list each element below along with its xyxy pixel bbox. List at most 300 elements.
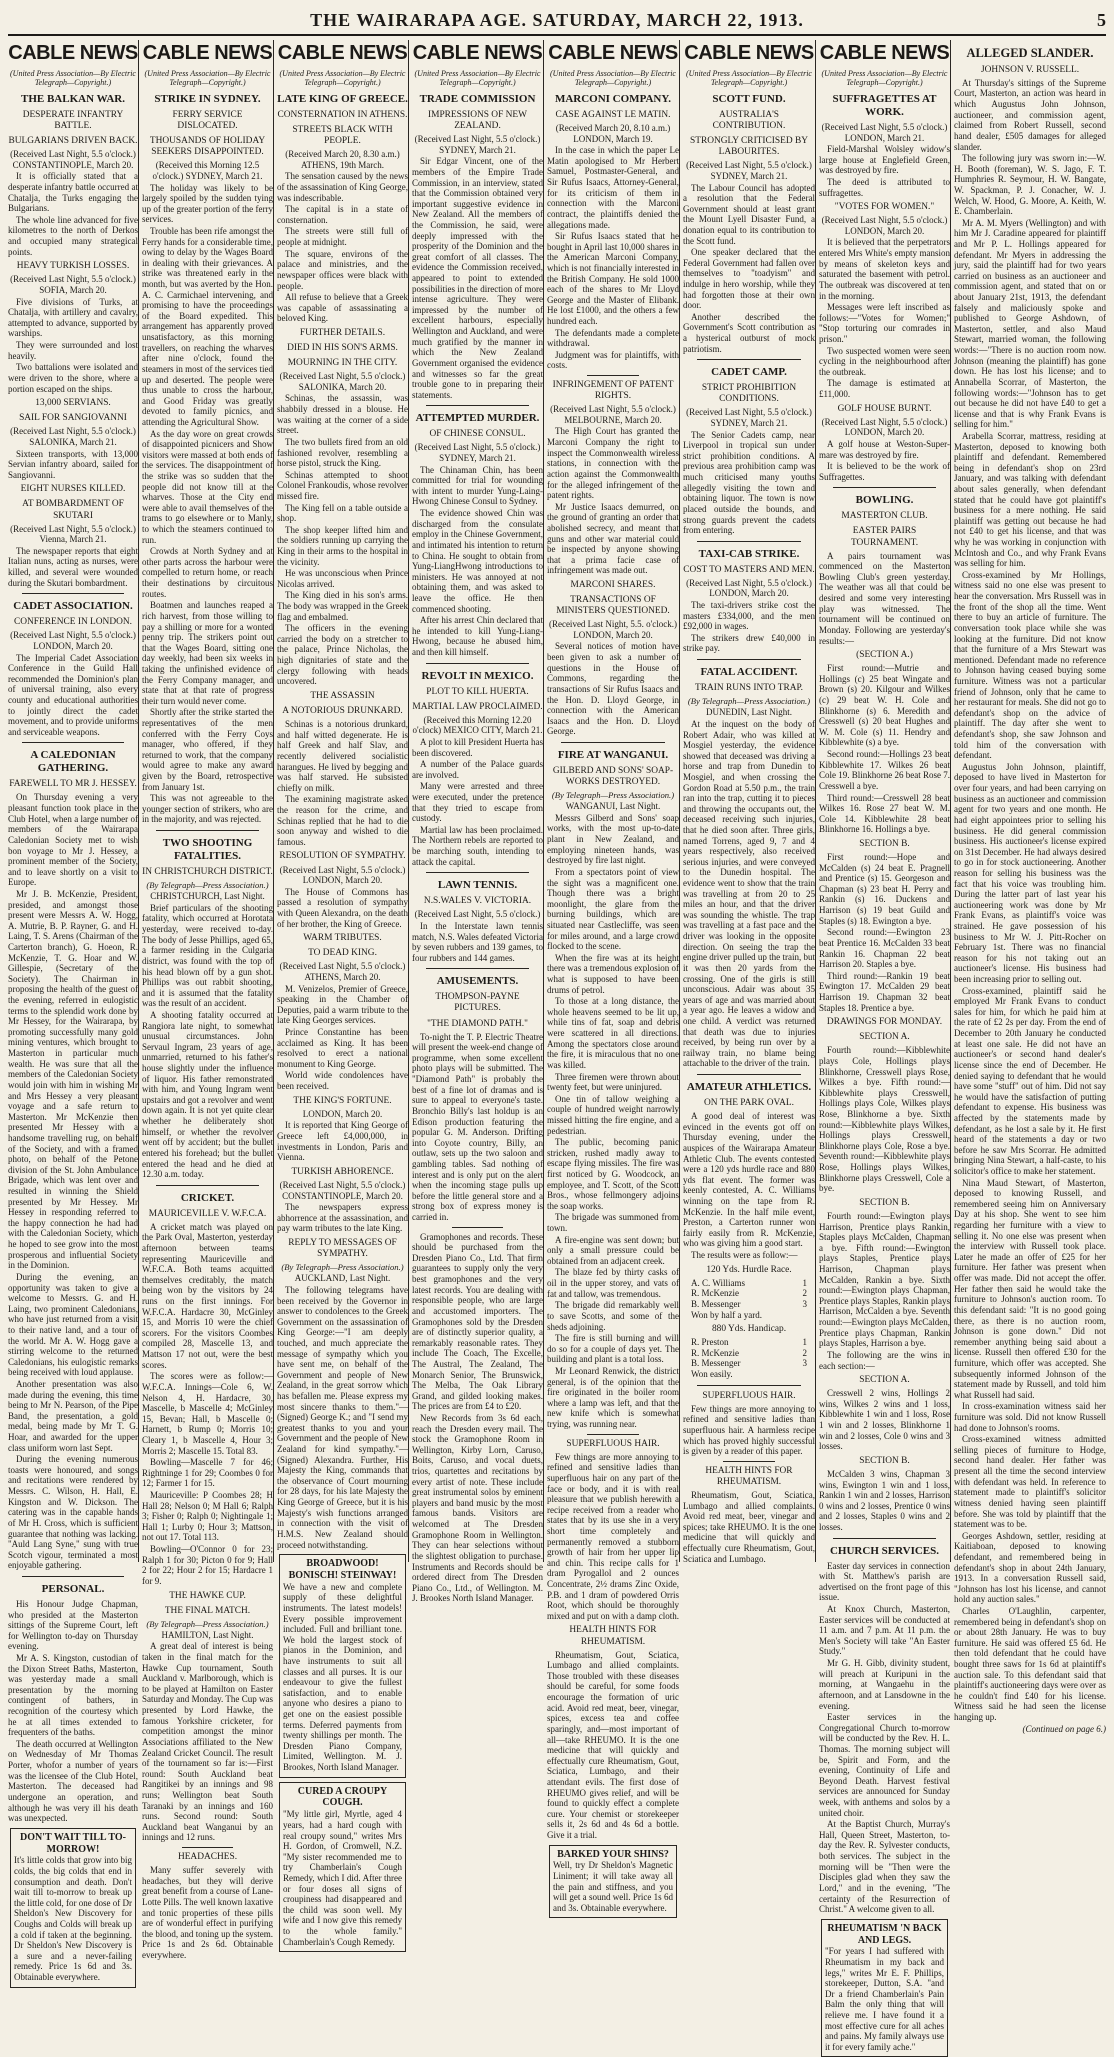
paragraph: The evidence showed Chin was discharged from the consulate employ in the Chinese Government, and intimated his intention to return to China. He sought to obtain from Yung-LiangHwong introductions to ministers. He was annoyed at not obtaining them, and was asked to leave the office. He then commenced shooting. <box>412 508 543 614</box>
subheading: HEALTH HINTS FOR RHEUMATISM. <box>705 1465 793 1487</box>
subheading: INFRINGEMENT OF PATENT RIGHTS. <box>552 380 674 402</box>
paragraph: They were surrounded and lost heavily. <box>8 340 138 361</box>
paragraph: In the Interstate lawn tennis match, N.S. Wales defeated Victoria by seven rubbers and 139 games, to four rubbers and 144 games. <box>412 920 543 963</box>
paragraph: The results were as follow:— <box>691 1249 798 1260</box>
subheading: DIED IN HIS SON'S ARMS. <box>287 343 398 354</box>
subheading: EIGHT NURSES KILLED. <box>20 484 126 495</box>
paragraph: One tin of tallow weighing a couple of hundred weight narrowly missed hitting the fire engine, and a pedestrian. <box>547 1093 679 1136</box>
paragraph: In the case in which the paper Le Matin apologised to Mr Herbert Samuel, Postmaster-General, and Sir Rufus Isaacs, Attorney-General, for its criticism of them in connection with the Marconi contract, the plaintiffs denied the allegations made. <box>547 145 679 230</box>
paragraph: Arabella Scorrar, mattress, residing at Masterton, deposed to knowing both plaintiff and defendant. Remembered being in defendant's shop on 23rd January, and was talking with defendant about sales generally, when defendant stated that he could have got plaintiff's business for a mere nothing. He said plaintiff was getting out because he had not £40 to get his license, and that was why he was working in conjunction with McIntosh and Co., and why Frank Evans was selling for him. <box>954 430 1106 569</box>
subheading: SECTION B. <box>859 1197 910 1208</box>
paragraph: The square, environs of the palace and ministries, and the newspaper offices were black with people. <box>277 248 408 291</box>
ad-heading: RHEUMATISM 'N BACK AND LEGS. <box>827 1922 942 1946</box>
subheading: CONSTERNATION IN ATHENS. <box>277 109 408 120</box>
subheading: TRANSACTIONS OF MINISTERS QUESTIONED. <box>556 595 670 617</box>
divider <box>156 1185 259 1186</box>
paragraph: It is reported that King George of Greece left £4,000,000, in investments in London, Paris and Vienna. <box>277 1120 408 1163</box>
advertisement <box>821 1919 948 2057</box>
divider <box>22 1576 124 1577</box>
dateline: (Received Last Night, 5.5 o'clock.) LONDON, March 20. <box>686 577 812 599</box>
subheading: AT BOMBARDMENT OF SKUTARI <box>22 499 124 521</box>
paragraph: A shooting fatality occurred at Rangiora late night, to somewhat unusual circumstances. John Servaul Ingram, 23 years of age, unmarried, returned to his father's house slightly under the influence of liquor. His father remonstrated with him, and Young Ingram went upstairs and got a revolver and went down again. It is not yet quite clear whether he deliberately shot himself, or whether the revolver went off by accident; but the bullet entered his forehead; but the bullet entered the head and he died at 12.30 a.m. today. <box>142 1009 273 1180</box>
paragraph: As the day wore on great crowds of disappointed picnicers and Show visitors were massed at both ends of the services. The disappointment of the strike was so sudden that the people did not know till at the wharves. Those at the City end were able to avail themselves of the trams to go elsewhere or to Manly, to which the steamers continued to run. <box>142 428 273 545</box>
paragraph: The capital is in a state of consternation. <box>277 204 408 225</box>
subheading: TRAIN RUNS INTO TRAP. <box>695 683 803 694</box>
result-note: Won by half a yard. <box>691 1309 763 1320</box>
paragraph: Second round:—Hollings 23 beat Kibblewhite 17. Wilkes 26 beat Cole 19. Blinkhorne 26 beat Rose 7. Cresswell a bye. <box>819 749 950 791</box>
paragraph: A plot to kill President Huerta has been discovered. <box>412 736 543 758</box>
ad-text: We have a new and complete supply of these delightful instruments. The latest models! Every possible improvement included. Full and brilliant tone. We hold the largest stock of pianos in the Dominion, and have instruments to suit all classes and all purses. It is our endeavour to give the fullest satisfaction, and to enable anyone who desires a piano to get one on the easiest possible terms. Deferred payments from twenty shillings per month. The Dresden Piano Company, Limited, Wellington. M. J. Brookes, North Island Manager. <box>283 1581 402 1773</box>
dateline: (Received Last Night, 5.5 o'clock.) SYDNEY, March 21. <box>686 160 812 181</box>
press-credit: (United Press Association—By Electric Telegraph—Copyright.) <box>414 68 541 87</box>
subheading: HEALTH HINTS FOR RHEUMATISM. <box>569 1625 657 1647</box>
headline: CRICKET. <box>180 1191 235 1204</box>
paragraph: The Imperial Cadet Association Conference in the Guild Hall recommended the Dominion's plan of universal training, also every county and educational authorities to jointly direct the cadet movement, and to provide uniforms and serviceable weapons. <box>8 652 138 737</box>
headline: CHURCH SERVICES. <box>829 1544 940 1557</box>
subheading: FERRY SERVICE DISLOCATED. <box>172 109 243 132</box>
dateline: AUCKLAND, Last Night. <box>294 1273 391 1284</box>
subheading: STREETS BLACK WITH PEOPLE. <box>292 125 393 147</box>
subheading: REPLY TO MESSAGES OF SYMPATHY. <box>288 1237 397 1260</box>
paragraph: The Senior Cadets camp, near Liverpool in tropical sun under strict prohibition conditions. A previous area prohibition camp was much criticised many youths allegedly visiting the town and obtaining liquor. The town is now placed outside the bounds, and strong guards prevent the cadets from entering. <box>683 429 815 536</box>
paragraph: All refuse to believe that a Greek was capable of assassinating a beloved King. <box>277 292 408 324</box>
paragraph: Nina Maud Stewart, of Masterton, deposed to knowing Russell, and remembered seeing him on Anniversary Day at his shop. She went to see him regarding her furniture with a view to selling it. No one else was present when the interview with Russell took place. Later he made an offer of £25 for her furniture. Her father was present when offer was made. Did not accept the offer. Her father then said he would take the furniture to Johnson's auction room. To this defendant said: "It is no good going there, as there is no auction room, Johnson is gone down." Did not remember anything being said about a license. Russell then offered £30 for the furniture, which offer was accepted. She subsequently informed Johnson of the statement made by Russell, and told him what Russell had said. <box>954 1177 1106 1400</box>
subheading: HEAVY TURKISH LOSSES. <box>16 261 130 272</box>
divider <box>182 1847 233 1848</box>
ad-text: It's little colds that grow into big colds, the big colds that end in consumption and death. Don't wait till to-morrow to break up the little cold, for one dose of Dr Sheldon's New Discovery for Coughs and Colds will break up a cold if taken at the beginning. Dr Sheldon's New Discovery is a sure and a never-failing remedy. Price 1s 6d and 3s. Obtainable everywhere. <box>14 1855 132 1983</box>
result-row <box>683 1288 815 1299</box>
subheading: MASTERTON CLUB. <box>841 511 928 522</box>
paragraph: The House of Commons has passed a resolution of sympathy with Queen Alexandra, on the death of her brother, the King of Greece. <box>277 886 408 929</box>
paragraph: In cross-examination witness said her furniture was sold. Did not know Russell had done to Johnson's rooms. <box>954 1401 1106 1433</box>
result-name: B. Messenger <box>691 1298 741 1309</box>
subheading: IN CHRISTCHURCH DISTRICT. <box>142 867 273 878</box>
result-name: R. Preston <box>691 1337 729 1348</box>
subheading: STRONGLY CRITICISED BY LABOURITES. <box>690 136 808 158</box>
paragraph: World wide condolences have been received. <box>277 1070 408 1092</box>
dateline: (Received Last Night, 5.5 o'clock.) ATHENS, March 20. <box>279 961 406 982</box>
press-credit: (United Press Association—By Electric Telegraph—Copyright.) <box>279 68 406 87</box>
paragraph: To those at a long distance, the whole heavens seemed to be lit up, while tins of fat, soap and debris were scattered in all directions. Among the spectators close around the fire, it is miraculous that no one was killed. <box>547 996 679 1070</box>
dateline: (Received this Morning 12.20 o'clock) MEXICO CITY, March 21. <box>412 714 543 736</box>
paragraph: The newspaper reports that eight Italian nuns, acting as nurses, were killed, and several were wounded during the Skutari bombardment. <box>8 545 138 588</box>
headline: TAXI-CAB STRIKE. <box>698 547 800 560</box>
paragraph: During the evening, an opportunity was taken to give a welcome to Messrs. G. and H. Laing, two prominent Caledonians, who have just returned from a visit to their native land, and a tour of the world. Mr A. W. Hogg gave a stirring welcome to the returned Caledonians, his eulogistic remarks being received with loud applause. <box>8 1271 138 1378</box>
paragraph: The defendants made a complete withdrawal. <box>547 327 679 349</box>
paragraph: Many suffer severely with headaches, but they will derive great benefit from a course of Lane-Lotte Pills. The well known laxative and tonic properties of these pills are of wonderful effect in purifying the blood, and toning up the system. Price 1s and 2s 6d. Obtainable everywhere. <box>142 1865 273 1960</box>
paragraph: The damage is estimated at £11,000. <box>819 378 950 400</box>
column-6 <box>683 40 816 1562</box>
divider <box>561 742 665 743</box>
advertisement <box>279 1782 406 1953</box>
dateline: (Received Last Night, 5.5 o'clock.) SYDNEY, March 21. <box>414 442 541 464</box>
ad-heading: BARKED YOUR SHINS? <box>557 1848 669 1860</box>
subheading: ON THE PARK OVAL. <box>704 1097 794 1108</box>
headline: TWO SHOOTING FATALITIES. <box>162 837 253 863</box>
dateline: (Received Last Night, 5.5 o'clock.) <box>414 909 541 920</box>
headline: STRIKE IN SYDNEY. <box>154 92 261 105</box>
paragraph: Two suspected women were seen cycling in the neighbourhood after the outbreak. <box>819 345 950 377</box>
dateline: HAMILTON, Last Night. <box>161 1629 254 1640</box>
paragraph: The following jury was sworn in:—W. H. Booth (foreman), W. S. Jago, F. T. Humphries R. Seymour, H. W. Bangate, W. Spackman, P. J. Conacher, W. J. Welch, W. Hood, G. Moore, A. Keith, W. E. Chamberlain. <box>954 153 1106 217</box>
subheading: MOURNING IN THE CITY. <box>287 358 398 369</box>
result-row <box>683 1358 815 1369</box>
result-name: R. McKenzie <box>691 1288 739 1299</box>
paragraph: Rheumatism, Gout, Sciatica, Lumbago and allied complaints. Avoid red meat, beer, vinegar and spices; take RHEUMO. It is the one medicine that will quickly and effectually cure Rheumatism, Gout, Sciatica and Lumbago. <box>683 1489 815 1564</box>
headline: THE BALKAN WAR. <box>20 92 125 105</box>
paragraph: A great deal of interest is being taken in the final match for the Hawke Cup tournament, South Auckland v. Marlborough, which is to be played at Hamilton on Easter Saturday and Monday. The Cup was presented by Lord Hawke, the famous Yorkshire cricketer, for competition amongst the minor Associations affiliated to the New Zealand Cricket Council. The result of the tournament so far is:—First round: South Auckland beat Rangitikei by an innings and 98 runs; Wellington beat South Taranaki by an innings and 160 runs. Second round: South Auckland beat Wanganui by an innings and 12 runs. <box>142 1641 273 1843</box>
headline: SCOTT FUND. <box>712 92 786 105</box>
paragraph: On Thursday evening a very pleasant function took place in the Club Hotel, when a large number of members of the Wairarapa Caledonian Society met to wish bon voyage to Mr J. Hessey, a prominent member of the Society, and to leave shortly on a visit to Europe. <box>8 792 138 888</box>
subheading: STRICT PROHIBITION CONDITIONS. <box>701 383 797 405</box>
paragraph: Another presentation was also made during the evening, this time being to Mr N. Pearson, of the Pipe Band, the presentation, a gold medal, being made by Mr T. G. Hoar, and awarded for the upper class uniform worn last Sept. <box>8 1378 138 1453</box>
headline: CADET CAMP. <box>711 366 787 379</box>
paragraph: First round:—Mutrie and Hollings (c) 25 beat Wingate and Brown (s) 20. Kilgour and Wilkes (c) 29 beat W. H. Cole and Blinkhorne (s) 6. Meredith and Cresswell (s) 20 beat Hughes and W. M. Cole (s) 11. Hendry and Kibblewhite (s) a bye. <box>819 663 950 748</box>
paragraph: The King died in his son's arms. The body was wrapped in the Greek flag and embalmed. <box>277 590 408 622</box>
paragraph: Charles O'Laughlin, carpenter, remembered being in defendant's shop on or about 28th January. He was to buy furniture. He said was offered £5 6d. He then told defendant that he could have bought three saws for 1s 6d at plaintiff's auction sale. To this defendant said that plaintiff's auctioneering days were over as he couldn't find £40 for his license. Witness said he had seen the license hanging up. <box>954 1605 1106 1723</box>
paragraph: Messrs Gilberd and Sons' soap works, with the most up-to-date plant in New Zealand, and employing nineteen hands, was destroyed by fire last night. <box>547 812 679 866</box>
divider <box>587 375 639 376</box>
dateline: (Received Last Night, 5.5 o'clock.) CONSTANTINOPLE, March 20. <box>10 149 136 170</box>
paragraph: Mr A. M. Myers (Wellington) and with him Mr J. Caradine appeared for plaintiff and Mr P. L. Hollings appeared for defendant. Mr Myers in addressing the jury, said the plaintiff had for two years carried on business as an auctioneer and commission agent, and stated that on or about January 21st, 1913, the defendant falsely and maliciously spoke and published to George Ashdown, of Masterton, settler, and also Maud Stewart, married woman, the following words:—"There is no auction room now. Johnson (meaning the plaintiff) has gone down. He has lost his license; and to Annabella Scorrar, of Masterton, the following words:—"Johnson has to get out because he did not have £40 to get a license and that is why Frank Evans is selling for him." <box>954 217 1106 430</box>
divider <box>833 1538 936 1539</box>
paragraph: Schinas, the assassin, was shabbily dressed in a blouse. He was waiting at the corner of a side street. <box>277 393 408 436</box>
paragraph: Field-Marshal Wolsley widow's large house at Englefield Green, was destroyed by fire. <box>819 144 950 176</box>
masthead-title: THE WAIRARAPA AGE. SATURDAY, MARCH 22, 1913. <box>310 10 804 30</box>
paragraph: The blaze fed by thirty casks of oil in the upper storey, and vats of fat and tallow, was tremendous. <box>547 1267 679 1299</box>
paragraph: The fire is still burning and will do so for a couple of days yet. The building and plant is a total loss. <box>547 1333 679 1365</box>
dateline: WANGANUI, Last Night. <box>565 801 661 812</box>
cable-news-heading: CABLE NEWS <box>412 42 543 64</box>
press-credit: (United Press Association—By Electric Telegraph—Copyright.) <box>821 68 948 87</box>
subheading: FURTHER DETAILS. <box>299 327 386 338</box>
paragraph: Bowling—O'Connor 0 for 23; Ralph 1 for 30; Picton 0 for 9; Hall 2 for 22; Hour 2 for 15; Hardacre 1 for 9. <box>142 1544 273 1586</box>
dateline: (Received Last Night, 5.5 o'clock.) LONDON, March 20. <box>10 630 136 651</box>
dateline: (Received this Morning 12.5 o'clock.) SYDNEY, March 21. <box>152 160 263 181</box>
headline: PERSONAL. <box>41 1582 105 1595</box>
ad-heading: DON'T WAIT TILL TO-MORROW! <box>20 1831 126 1855</box>
paragraph: Fourth round:—Ewington plays Harrison, Prentice plays Rankin, Staples plays McCalden, Chapman a bye. Fifth round:—Ewington plays Staples, Prentice plays Harrison, Chapman plays McCalden, Rankin a bye. Sixth round:—Ewington plays Chapman, Prentice plays Staples, Rankin plays Harrison, McCalden a bye. Seventh round:—Ewington plays McCalden, Prentice plays Chapman, Rankin plays Staples, Harrison a bye. <box>819 1211 950 1349</box>
paragraph: The public, becoming panic stricken, rushed madly away to escape flying missiles. The fire was first noticed by G. Woodcock, an employee, and T. Scott, of the Scott Bros., whose fellmongery adjoins the soap works. <box>547 1137 679 1211</box>
result-name: B. Messenger <box>691 1358 741 1369</box>
paragraph: Messages were left inscribed as follows:—"Votes for Women;" "Stop torturing our comrades in prison." <box>819 302 950 344</box>
paragraph: Fourth round:—Kibblewhite plays Cole, Hollings plays Blinkhorne, Cresswell plays Rose, Wilkes a bye. Fifth round:—Kibblewhite plays Cresswell, Hollings plays Cole, Wilkes plays Rose, Blinkhorne a bye. Sixth round:—Kibblewhite plays Wilkes, Hollings plays Cresswell, Blinkhorne plays Cole, Rose a bye. Seventh round:—Kibblewhite plays Rose, Hollings plays Wilkes, Blinkhorne plays Cresswell, Cole a bye. <box>819 1045 950 1194</box>
divider <box>426 872 529 873</box>
subheading: SUPERFLUOUS HAIR. <box>702 1390 796 1401</box>
dateline: (Received Last Night, 5.5 o'clock.) LONDON, March 20. <box>821 416 948 438</box>
paragraph: At the inquest on the body of Robert Adair, who was killed at Mosgiel yesterday, the evidence showed that deceased was driving a horse and trap from Dunedin to Mosgiel, and when crossing the Gordon Road at 5.50 p.m., the train ran into the trap, cutting it to pieces and throwing the occupants out, the deceased receiving such injuries, that he died soon after. Three girls, named Torrens, aged 9, 7 and 4 years respectively, also received serious injuries, and were conveyed to the Dunedin hospital. The evidence went to show that the train was travelling at from 20 to 25 miles an hour, and that the driver was sounding the whistle. The trap was travelling at a fast pace and the driver was looking in the opposite direction. On seeing the trap the engine driver pulled up the train, but it was then 20 yards from the crossing. One of the girls is still unconscious. Adair was about 35 years of age and was married about a year ago. He leaves a widow and one child. A verdict was returned that death was due to injuries received, by being run over by a railway train, no blame being attachable to the driver of the train. <box>683 718 815 1069</box>
headline: LATE KING OF GREECE. <box>277 92 408 105</box>
column-7 <box>819 40 951 2052</box>
paragraph: The newspapers express abhorrence at the assassination, and pay warm tributes to the late King. <box>277 1202 408 1234</box>
result-place: 1 <box>802 1337 807 1348</box>
paragraph: To-night the T. P. Electric Theatre will present the week-end change of programme, when some excellent photo plays will be submitted. The "Diamond Path" is probably the best of a fine lot of dramas and is sure to appeal to everyone's taste. Bronchio Billy's last holdup is an Edison production featuring the popular G. M. Anderson. Drifting into Coyote country, Billy, an outlaw, sets up the two saloon and gambling tables. Sad nothing of interest and is only put on the alert when the incoming stage pulls up before the little general store and a strong box of express money is carried in. <box>412 1031 543 1223</box>
paragraph: The streets were still full of people at midnight. <box>277 226 408 248</box>
result-row <box>683 1348 815 1359</box>
dateline: (By Telegraph—Press Association.) <box>146 1618 269 1629</box>
subheading: SUPERFLUOUS HAIR. <box>566 1438 660 1449</box>
paragraph: The King fell on a table outside a shop. <box>277 502 408 524</box>
dateline: (Received Last Night, 5.5. o'clock.) LONDON, March 20. <box>548 619 678 640</box>
divider <box>426 968 529 969</box>
subheading: SECTION B. <box>859 838 910 849</box>
ad-text: Well, try Dr Sheldon's Magnetic Liniment; it will take away all the pain and stiffness, and you will get a sound well. Price 1s 6d and 3s. Obtainable everywhere. <box>553 1860 673 1913</box>
paragraph: Brief particulars of the shooting fatality, which occurred at Horotata yesterday, were received to-day. The body of Jesse Phillips, aged 65, a farmer residing in the Culgaria district, was found with the top of his head blown off by a gun shot. Phillips was out rabbit shooting, and it is assumed that the fatality was the result of an accident. <box>142 902 273 1009</box>
paragraph: The brigade did remarkably well to save Scotts, and some of the sheds adjoining. <box>547 1300 679 1332</box>
cable-news-heading: CABLE NEWS <box>8 42 138 64</box>
paragraph: Cross-examined by Mr Hollings, witness said no one else was present to hear the conversation. Mrs Russell was in the front of the shop all the time. Went there to buy an article of furniture. The conversation took place while she was looking at the furniture. Did not know that the furniture of a Mrs Stewart was mentioned. Defendant made no reference to Johnson having ceased buying some furniture. Witness was not a particular friend of Johnson, only that he came to her restaurant for meals. She did not go to defendant's shop on the advice of plaintiff. The day after she went to defendant's shop, she saw Johnson and told him of the conversation with defendant. <box>954 569 1106 761</box>
subheading: GILBERD AND SONS' SOAP-WORKS DESTROYED. <box>552 765 674 788</box>
subheading: MARTIAL LAW PROCLAIMED. <box>412 701 543 712</box>
paragraph: The strikers drew £40,000 in strike pay. <box>683 632 815 654</box>
paragraph: Many were arrested and three were executed, under the pretence that they tried to escape from custody. <box>412 781 543 824</box>
paragraph: The officers in the evening carried the body on a stretcher to the palace, Prince Nicholas, the high dignitaries of state and the clergy following with heads uncovered. <box>277 623 408 687</box>
results-heading: 120 Yds. Hurdle Race. <box>706 1264 792 1275</box>
subheading: COST TO MASTERS AND MEN. <box>683 564 815 575</box>
subheading: DESPERATE INFANTRY BATTLE. <box>22 109 124 132</box>
dateline: (Received March 20, 8.10 a.m.) LONDON, March 19. <box>555 123 671 144</box>
headline: CADET ASSOCIATION. <box>13 600 133 613</box>
result-place: 2 <box>802 1288 807 1299</box>
advertisement <box>549 1845 677 1919</box>
ad-heading: BROADWOOD! BONISCH! STEINWAY! <box>288 1558 397 1581</box>
subheading: DRAWINGS FOR MONDAY. <box>826 1017 943 1028</box>
dateline: (Received Last Night, 5.5 o'clock.) SOFIA, March 20. <box>10 274 136 296</box>
paragraph: The sensation caused by the news of the assassination of King George, was indescribable. <box>277 171 408 203</box>
headline: AMATEUR ATHLETICS. <box>686 1081 812 1093</box>
column-8 <box>954 40 1106 1734</box>
headline: FATAL ACCIDENT. <box>700 666 798 679</box>
divider <box>697 1074 801 1075</box>
paragraph: Another described the Government's Scott contribution as a hysterical outburst of mock patriotism. <box>683 311 815 354</box>
paragraph: Second round:—Ewington 23 beat Prentice 16. McCalden 33 beat Rankin 16. Chapman 22 beat Harrison 20. Staples a bye. <box>819 927 950 970</box>
paragraph: Mr Leonard Renwick, the district general, is of the opinion that the fire originated in the boiler room where a lamp was left, and that the new knife which is somewhat trying, was running near. <box>547 1365 679 1429</box>
column-4 <box>412 40 544 1604</box>
headline: ALLEGED SLANDER. <box>966 46 1094 60</box>
dateline: (By Telegraph—Press Association.) <box>281 1262 404 1273</box>
result-place: 2 <box>802 1347 807 1358</box>
divider <box>697 1385 801 1386</box>
continued-note: (Continued on page 6.) <box>1022 1723 1106 1734</box>
paragraph: It is believed to be the work of Suffragettes. <box>819 461 950 482</box>
subheading: CASE AGAINST LE MATIN. <box>555 109 671 120</box>
result-note: Won easily. <box>691 1369 733 1380</box>
dateline: LONDON, March 20. <box>302 1108 383 1119</box>
dateline: (Received Last Night, 5.5 o'clock.) LONDON, March 20. <box>821 215 948 236</box>
paragraph: Cresswell 2 wins, Hollings 2 wins, Wilkes 2 wins and 1 loss, Kibblewhite 1 win and 1 loss, Rose 1 win and 2 losses, Blinkhorne 1 win and 2 losses, Cole 0 wins and 3 losses. <box>819 1388 950 1452</box>
result-row <box>683 1337 815 1348</box>
subheading: "THE DIAMOND PATH." <box>427 1018 528 1029</box>
cable-news-heading: CABLE NEWS <box>277 42 408 64</box>
dateline: (Received Last Night, 5.5 o'clock.) SYDNEY, March 21. <box>414 134 541 155</box>
paragraph: Few things are more annoying to refined and sensitive ladies than superfluous hair on any part of the face or body, and it is with real pleasure that we publish herewith a recipe received from a reader who states that by its use she in a very short time completely and permanently removed a stubborn growth of hair from her upper lip and chin. This recipe calls for 1 dram Pyrogallol and 2 ounces Concentrate, 2½ drams Zinc Oxide, P.B. and 1 dram of powdered Orris Root, which should be thoroughly mixed and put on with a damp cloth. <box>547 1451 679 1621</box>
paragraph: He was unconscious when Prince Nicolas arrived. <box>277 568 408 589</box>
dateline: (By Telegraph—Press Association.) <box>687 696 811 707</box>
subheading: TO DEAD KING. <box>308 948 377 959</box>
press-credit: (United Press Association—By Electric Telegraph—Copyright.) <box>550 68 676 87</box>
divider <box>426 663 529 664</box>
press-credit: (United Press Association—By Electric Telegraph—Copyright.) <box>144 68 271 87</box>
ad-text: "My little girl, Myrtle, aged 4 years, had a hard cough with real croupy sound," writes Mrs H. Gordon, of Cromwell, N.Z. "My sister recommended me to try Chamberlain's Cough Remedy, which I did. After three or four doses all signs of croupiness had disappeared and the child was soon well. My wife and I now give this remedy to the whole family." Chamberlain's Cough Remedy. <box>283 1809 402 1947</box>
result-place: 1 <box>802 1277 807 1288</box>
paragraph: Sir Rufus Isaacs stated that he bought in April last 10,000 shares in the American Marconi Company, which is not financially interested in the British Company. He sold 1000 each of the shares to Mr Lloyd George and the Master of Elibank. He lost £1000, and the others a few hundred each. <box>547 231 679 326</box>
paragraph: This was not agreeable to the younger section of strikers, who are in the majority, and was rejected. <box>142 793 273 825</box>
dateline: DUNEDIN, Last Night. <box>706 707 792 718</box>
paragraph: Martial law has been proclaimed. The Northern rebels are reported to be marching south, intending to attack the capital. <box>412 824 543 867</box>
paragraph: Prince Constantine has been acclaimed as King. It has been resolved to erect a national monument to King George. <box>277 1027 408 1069</box>
result-name: A. C. Williams <box>691 1277 745 1288</box>
paragraph: McCalden 3 wins, Chapman 3 wins, Ewington 1 win and 1 loss, Rankin 1 win and 2 losses, Harrison 0 wins and 2 losses, Prentice 0 wins and 2 losses, Staples 0 wins and 2 losses. <box>819 1468 950 1533</box>
column-1 <box>8 40 139 1983</box>
paragraph: Crowds at North Sydney and at other parts across the harbour were compelled to return home, or reach their destinations by circuitous routes. <box>142 546 273 599</box>
subheading: GOLF HOUSE BURNT. <box>837 403 932 414</box>
divider <box>426 405 529 406</box>
result-row <box>683 1299 815 1310</box>
advertisement <box>10 1828 136 1988</box>
divider <box>697 359 801 360</box>
masthead <box>8 4 1106 36</box>
paragraph: At the Baptist Church, Murray's Hall, Queen Street, Masterton, to-day the Rev. R. Sylvester conducts, both services. The subject in the morning will be "Then were the Disciples glad when they saw the Lord," and in the evening, "The certainty of the Resurrection of Christ." A welcome given to all. <box>819 1819 950 1915</box>
ad-text: "For years I had suffered with Rheumatism in my back and legs," writes Mr E. F. Phillips, storekeeper, Dutton, S.A. "and Dr a friend Chamberlain's Pain Balm the only thing that will relieve me. I have found it a most effective cure for all aches and pains. My family always use it for every family ache." <box>825 1946 944 2052</box>
subheading: (SECTION A.) <box>856 650 913 661</box>
paragraph: Boatmen and launches reaped a rich harvest, from those willing to pay a shilling or more for a wonted penny trip. The strikers point out that the Wages Board, sitting one day weekly, had been six weeks in taking the unfinished evidence of the Ferry Company manager, and state that at that rate of progress their turn would never come. <box>142 600 273 706</box>
headline: FIRE AT WANGANUI. <box>557 748 669 761</box>
paragraph: A good deal of interest was evinced in the events got off on Thursday evening, under the auspices of the Wairarapa Amateur Athletic Club. The events contested were a 120 yds hurdle race and 880 yds flat event. The former was keenly contested, A. C. Williams winning on the tape from R. McKenzie. In the half mile event, Preston, a Carterton runner won fairly easily from R. McKenzie, who was giving him a good start. <box>683 1111 815 1249</box>
paragraph: The High Court has granted the Marconi Company the right to inspect the Commonwealth wireless stations, in connection with the action against the Commonwealth for the alleged infringement of the patent rights. <box>547 426 679 501</box>
headline: TRADE COMMISSION <box>419 92 536 105</box>
subheading: THE KING'S FORTUNE. <box>293 1095 392 1106</box>
paragraph: Augustus John Johnson, plaintiff, deposed to have lived in Masterton for over four years, and had been carrying on business as an auctioneer and commission agent for two years and one month. He had eight appointees prior to selling his business. He did general commission business. His auctioneer's license expired on 31st December. He had always desired to go in for stock auctioneering. Another reason for selling his business was the fact that his voice was troubling him. During the latter part of last year his auctioneering work was done by Mr Frank Evans, as plaintiff's voice was strained. He gave possession of his business to Mr W. J. Pitt-Rocher on February 1st. There was no financial reason for his not taking out an auctioneer's license. His business had been increasing prior to selling out. <box>954 761 1106 985</box>
column-5 <box>547 40 680 1913</box>
headline: MARCONI COMPANY. <box>554 92 672 105</box>
subheading: SAIL FOR SANGIOVANNI <box>19 413 127 424</box>
subheading: OF CHINESE CONSUL. <box>429 429 526 440</box>
paragraph: His Honour Judge Chapman, who presided at the Masterton sittings of the Supreme Court, left for Wellington to-day on Thursday evening. <box>8 1598 138 1652</box>
paragraph: The death occurred at Wellington on Wednesday of Mr Thomas Porter, whofor a number of years was the licensee of the Club Hotel, Masterton. The deceased had undergone an operation, and although he was very ill his death was unexpected. <box>8 1738 138 1824</box>
paragraph: Third round:—Cresswell 28 beat Wilkes 16. Rose 27 beat W. M. Cole 14. Kibblewhite 28 beat Blinkhorne 16. Hollings a bye. <box>819 792 950 835</box>
cable-news-heading: CABLE NEWS <box>142 42 273 64</box>
result-place: 3 <box>802 1358 807 1369</box>
paragraph: The brigade was summoned from town. <box>547 1212 679 1234</box>
dateline: (By Telegraph—Press Association.) <box>551 790 675 801</box>
paragraph: Trouble has been rife amongst the Ferry hands for a considerable time, owing to delay by the Wages Board in dealing with their grievances. A strike was threatened early in the month, but was averted by the Hon. A. C. Carmichael intervening, and promising to have the proceedings of the Board expedited. This arrangement has apparently proved unsatisfactory, as this morning travellers, on reaching the wharves after nine o'clock, found the steamers in most of the services tied up and deserted. The people were thus unable to cross the harbour, and Good Friday was greatly devoted to family picnics, and attending the Agricultural Show. <box>142 225 273 427</box>
paragraph: Mr Justice Isaacs demurred, on the ground of granting an order that abolished secrecy, and meant that guns and other war material could be inspected by anyone showing that a prima facie case of infringement was made out. <box>547 501 679 576</box>
divider <box>697 541 801 542</box>
ad-heading: CURED A CROUPY COUGH. <box>297 1785 388 1809</box>
paragraph: The two bullets fired from an old fashioned revolver, resembling a horse pistol, struck the King. <box>277 436 408 469</box>
paragraph: The following are the wins in each section:— <box>819 1349 950 1371</box>
paragraph: It is officially stated that a desperate infantry battle occurred at Chatalja, the Turks engaging the Bulgarians. <box>8 171 138 214</box>
subheading: THE ASSASSIN <box>310 690 375 701</box>
result-place: 3 <box>802 1298 807 1309</box>
subheading: BULGARIANS DRIVEN BACK. <box>8 136 138 147</box>
headline: ATTEMPTED MURDER. <box>415 412 540 425</box>
divider <box>723 1461 775 1462</box>
subheading: IMPRESSIONS OF NEW ZEALAND. <box>428 109 527 132</box>
dateline: (Received Last Night, 5.5 o'clock.) SALONIKA, March 20. <box>279 371 406 392</box>
subheading: TURKISH ABHORENCE. <box>291 1166 394 1177</box>
paragraph: A golf house at Weston-Super-mare was destroyed by fire. <box>819 438 950 460</box>
cable-news-heading: CABLE NEWS <box>548 42 678 64</box>
subheading: PLOT TO KILL HUERTA. <box>426 686 529 697</box>
paragraph: Five divisions of Turks, at Chatalja, with artillery and cavalry, attempted to advance, supported by warships. <box>8 296 138 339</box>
subheading: EASTER PAIRS TOURNAMENT. <box>850 526 919 548</box>
divider <box>22 593 124 594</box>
paragraph: Bowling—Mascelle 7 for 46; Rightninge 1 for 29; Coombes 0 for 12; Farmer 1 for 15. <box>142 1457 273 1489</box>
page-number: 5 <box>1097 10 1106 30</box>
subheading: RESOLUTION OF SYMPATHY. <box>279 851 406 862</box>
subheading: MAURICEVILLE V. W.F.C.A. <box>148 1208 267 1219</box>
subheading: THOUSANDS OF HOLIDAY SEEKERS DISAPPOINTED. <box>149 136 266 158</box>
paragraph: A pairs tournament was commenced on the Masterton Bowling Club's green yesterday. The weather was all that could be desired and some very interesting play was witnessed. The tournament will be continued on Monday. Following are yesterday's results:— <box>819 550 950 646</box>
paragraph: The following telegrams have been received by the Governor in answer to condolences to the Greek Government on the assassination of King George:—"I am deeply touched, and much appreciate the message of sympathy which you have sent me, on behalf of the Government and people of New Zealand, in the great sorrow which has befallen me. Please express my most sincere thanks to them."—(Signed) George K.; and "I send my greatest thanks to you and your Government and the people of New Zealand for kind sympathy."—(Signed) Alexandra. Further, His Majesty the King, commands that the observance of Court mourning for 28 days, for his late Majesty the King George of Greece, but it is his Majesty's wish functions arranged in connection with the visit of H.M.S. New Zealand should proceed notwithstanding. <box>277 1284 408 1550</box>
press-credit: (United Press Association—By Electric Telegraph—Copyright.) <box>10 68 136 87</box>
paragraph: After his arrest Chin declared that he intended to kill Yung-Liang-Hwong, because he abused him, and then kill himself. <box>412 615 543 657</box>
column-2 <box>142 40 274 1960</box>
dateline: (By Telegraph—Press Association.) <box>146 880 269 891</box>
paragraph: The taxi-drivers strike cost the masters £334,000, and the men £92,000 in wages. <box>683 600 815 632</box>
results-heading: 880 Yds. Handicap. <box>711 1324 787 1335</box>
paragraph: A cricket match was played on the Park Oval, Masterton, yesterday afternoon between teams representing Mauriceville and W.F.C.A. Both teams acquitted themselves creditably, the match being won by the visitors by 24 runs on the first innings. For W.F.C.A. Hardacre 30, McGinley 15, and Morris 10 were the chief scorers. For the visitors Coombes compiled 28, Mascelle 13, and Mattson 17 not out, were the best scores. <box>142 1221 273 1370</box>
subheading: SECTION A. <box>859 1375 910 1386</box>
dateline: (Received Last Night, 5.5 o'clock.) LONDON, March 21. <box>821 121 948 143</box>
subheading: MARCONI SHARES. <box>570 579 656 590</box>
paragraph: Third round:—Rankin 19 beat Ewington 17. McCalden 29 beat Harrison 19. Chapman 32 beat Staples 18. Prentice a bye. <box>819 970 950 1013</box>
headline: SUFFRAGETTES AT WORK. <box>832 92 937 118</box>
headline: A CALEDONIAN GATHERING. <box>30 749 116 775</box>
subheading: "VOTES FOR WOMEN." <box>834 202 935 213</box>
paragraph: Several notices of motion have been given to ask a number of questions in the House of Commons, regarding the transactions of Sir Rufus Isaacs and the Hon. D. Lloyd George, in connection with the American Isaacs and the Hon. D. Lloyd George. <box>547 641 679 737</box>
divider <box>156 830 259 831</box>
paragraph: Sir Edgar Vincent, one of the members of the Empire Trade Commission, in an interview, stated that the Commission obtained very important suggestive evidence in New Zealand. All the members of the Commission, he said, were deeply impressed with the prosperity of the Dominion and the great comfort of all classes. The evidence the Commission received, appeared to point to extended possibilities in the direction of more intense agriculture. They were impressed by the number of excellent harbours, especially Wellington and Auckland, and were much gratified by the manner in which the New Zealand Government organised the evidence and witnesses so far the great trouble gone to in preparing their statements. <box>412 156 543 400</box>
paragraph: The Labour Council has adopted a resolution that the Federal Government should at least grant the Mount Lyell Disaster Fund, a donation equal to its contribution to the Scott fund. <box>683 182 815 246</box>
subheading: WARM TRIBUTES. <box>303 933 382 944</box>
cable-news-heading: CABLE NEWS <box>684 42 814 64</box>
paragraph: Few things are more annoying to refined and sensitive ladies than superfluous hair. A harmless recipe which has proved highly successful is given by a reader of this paper. <box>683 1403 815 1457</box>
paragraph: Mr G. H. Gibb, divinity student, will preach at Kuripuni in the morning, at Wangaehu in the afternoon, and at Lansdowne in the evening. <box>819 1658 950 1711</box>
paragraph: The examining magistrate asked the reason for the crime, and Schinas replied that he had to die soon anyway and wished to die famous. <box>277 794 408 847</box>
subheading: N.S.WALES V. VICTORIA. <box>423 896 532 907</box>
headline: AMUSEMENTS. <box>436 975 519 988</box>
paragraph: Rheumatism, Gout, Sciatica, Lumbago and allied complaints. Those troubled with these diseases should be careful, for some foods encourage the formation of uric acid. Avoid red meat, beer, vinegar, spices, excess tea and coffee sparingly, and—most important of all—take RHEUMO. It is the one medicine that will quickly and effectually cure Rheumatism, Gout, Sciatica, Lumbago, and their attendant evils. The first dose of RHEUMO gives relief, and will be found to quickly effect a complete cure. Your chemist or storekeeper sells it, 2s 6d and 4s 6d a bottle. Give it a trial. <box>547 1649 679 1840</box>
paragraph: Sixteen transports, with 13,000 Servian infantry aboard, sailed for Sangiovanni. <box>8 448 138 480</box>
dateline: (Received March 20, 8.30 a.m.) ATHENS, 19th March. <box>285 149 400 170</box>
paragraph: It is believed that the perpetrators entered Mrs White's empty mansion by means of skeleton keys and saturated the basement with petrol. The outbreak was discovered at ten in the morning. <box>819 237 950 301</box>
paragraph: M. Venizelos, Premier of Greece, speaking in the Chamber of Deputies, paid a warm tribute to the late King Georges services. <box>277 983 408 1026</box>
paragraph: The holiday was likely to be largely spoiled by the sudden tying up of the greater portion of the ferry services. <box>142 182 273 225</box>
paragraph: Georges Ashdown, settler, residing at Kaitiaboan, deposed to knowing defendant, and remembered being in defendant's shop in about 24th January, 1913. In a conversation Russell said, "Johnson has lost his license, and cannot hold any auction sales." <box>954 1530 1106 1605</box>
divider <box>697 659 801 660</box>
result-row <box>683 1278 815 1289</box>
paragraph: Gramophones and records. These should be purchased from the Dresden Piano Co., Ltd. That firm guarantees to supply only the very best gramophones and the very latest records. You are dealing with responsible people, who are large and accustomed importers. The Gramophones sold by the Dresden are of distinctly superior quality, a remarkably reasonable rates. They include The Coach, The Excelle, The Austral, The Zealand, The Monarch Senior, The Brunswick, The Melba, The Oak Library Grand, and gilded looking makes. The prices are from £4 to £20. <box>412 1231 543 1412</box>
subheading: HEADACHES. <box>177 1852 238 1863</box>
advertisement <box>279 1554 406 1778</box>
paragraph: Easter services in the Congregational Church to-morrow will be conducted by the Rev. H. L. Thomas. The morning subject will be, Spirit and Form, and the evening, Continuity of Life and Beyond Death. Harvest festival services are announced for Sunday week, with anthems and solos by a united choir. <box>819 1712 950 1818</box>
paragraph: The deed is attributed to suffragettes. <box>819 176 950 198</box>
paragraph: When the fire was at its height there was a tremendous explosion of what is supposed to have been drums of petrol. <box>547 952 679 995</box>
headline: LAWN TENNIS. <box>437 879 518 892</box>
paragraph: The Chinaman Chin, has been committed for trial for wounding with intent to murder Yung-Laing-Hwong Chinese Consul to Sydney. <box>412 464 543 507</box>
paragraph: The whole line advanced for five kilometres to the north of Derkos and occupied many strategical points. <box>8 214 138 257</box>
divider <box>22 742 124 743</box>
paragraph: The shop keeper lifted him and the soldiers running up carrying the King in their arms to the hospital in the vicinity. <box>277 524 408 567</box>
column-3 <box>277 40 409 1947</box>
dateline: (Received Last Night, 5.5 o'clock.) Vienna, March 21. <box>10 523 136 545</box>
dateline: (Received Last Night, 5.5 o'clock.) SALONIKA, March 21. <box>10 426 136 447</box>
paragraph: Mr A. S. Kingston, custodian of the Dixon Street Baths, Masterton, was yesterday made a small presentation by the morning contingent of bathers, in recognition of the courtesy which he at all times extended to frequenters of the baths. <box>8 1652 138 1738</box>
subheading: FAREWELL TO MR J. HESSEY. <box>9 779 137 790</box>
paragraph: A number of the Palace guards are involved. <box>412 759 543 780</box>
